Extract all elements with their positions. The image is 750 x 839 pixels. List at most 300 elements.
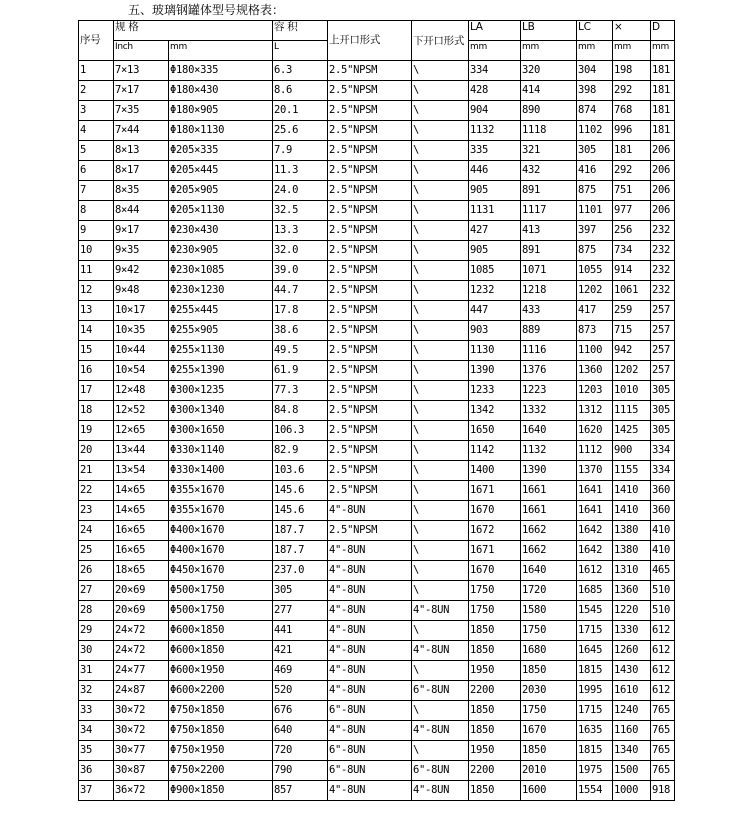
cell-spec-inch: 8×17: [114, 161, 169, 181]
table-row: [79, 641, 675, 661]
cell-la: 1850: [469, 641, 521, 661]
cell-d: 305: [651, 421, 675, 441]
cell-la: 1142: [469, 441, 521, 461]
cell-spec-inch: 18×65: [114, 561, 169, 581]
cell-top-opening: 2.5"NPSM: [328, 101, 412, 121]
cell-top-opening: 2.5"NPSM: [328, 341, 412, 361]
cell-volume: 44.7: [273, 281, 328, 301]
cell-la: 905: [469, 181, 521, 201]
cell-d: 232: [651, 261, 675, 281]
cell-volume: 17.8: [273, 301, 328, 321]
cell-top-opening: 4"-8UN: [328, 601, 412, 621]
cell-volume: 38.6: [273, 321, 328, 341]
cell-lb: 891: [521, 181, 577, 201]
cell-seq: 25: [79, 541, 114, 561]
cell-spec-inch: 13×44: [114, 441, 169, 461]
cell-volume: 145.6: [273, 501, 328, 521]
cell-volume: 857: [273, 781, 328, 801]
header-x-unit: mm: [613, 41, 651, 61]
cell-la: 447: [469, 301, 521, 321]
cell-la: 1670: [469, 501, 521, 521]
cell-top-opening: 2.5"NPSM: [328, 421, 412, 441]
cell-la: 1850: [469, 621, 521, 641]
cell-d: 465: [651, 561, 675, 581]
cell-lb: 890: [521, 101, 577, 121]
cell-spec-inch: 14×65: [114, 481, 169, 501]
cell-seq: 14: [79, 321, 114, 341]
cell-x: 1425: [613, 421, 651, 441]
cell-d: 181: [651, 81, 675, 101]
cell-lb: 1132: [521, 441, 577, 461]
cell-spec-mm: Φ330×1400: [169, 461, 273, 481]
cell-la: 903: [469, 321, 521, 341]
cell-lb: 889: [521, 321, 577, 341]
cell-d: 612: [651, 681, 675, 701]
cell-lb: 432: [521, 161, 577, 181]
cell-lb: 1720: [521, 581, 577, 601]
cell-d: 765: [651, 701, 675, 721]
cell-d: 765: [651, 761, 675, 781]
cell-top-opening: 6"-8UN: [328, 741, 412, 761]
cell-x: 1380: [613, 521, 651, 541]
cell-d: 305: [651, 401, 675, 421]
table-row: [79, 401, 675, 421]
cell-spec-inch: 8×44: [114, 201, 169, 221]
cell-la: 1130: [469, 341, 521, 361]
cell-d: 334: [651, 441, 675, 461]
cell-lb: 1680: [521, 641, 577, 661]
cell-d: 206: [651, 181, 675, 201]
cell-volume: 145.6: [273, 481, 328, 501]
cell-x: 768: [613, 101, 651, 121]
cell-seq: 7: [79, 181, 114, 201]
cell-seq: 4: [79, 121, 114, 141]
cell-spec-mm: Φ255×1390: [169, 361, 273, 381]
cell-bottom-opening: \: [412, 481, 469, 501]
cell-lc: 417: [577, 301, 613, 321]
cell-spec-mm: Φ300×1235: [169, 381, 273, 401]
cell-spec-inch: 9×17: [114, 221, 169, 241]
cell-lc: 1620: [577, 421, 613, 441]
cell-volume: 790: [273, 761, 328, 781]
cell-lb: 1218: [521, 281, 577, 301]
cell-spec-mm: Φ255×445: [169, 301, 273, 321]
cell-top-opening: 4"-8UN: [328, 721, 412, 741]
cell-la: 1950: [469, 741, 521, 761]
cell-bottom-opening: 6"-8UN: [412, 761, 469, 781]
cell-spec-mm: Φ450×1670: [169, 561, 273, 581]
cell-d: 510: [651, 581, 675, 601]
cell-spec-mm: Φ230×430: [169, 221, 273, 241]
cell-lc: 873: [577, 321, 613, 341]
cell-spec-mm: Φ205×445: [169, 161, 273, 181]
table-row: [79, 381, 675, 401]
cell-bottom-opening: \: [412, 221, 469, 241]
cell-bottom-opening: \: [412, 101, 469, 121]
cell-lc: 1554: [577, 781, 613, 801]
header-lc-unit: mm: [577, 41, 613, 61]
cell-d: 181: [651, 101, 675, 121]
cell-spec-inch: 9×42: [114, 261, 169, 281]
cell-x: 181: [613, 141, 651, 161]
cell-lc: 1815: [577, 741, 613, 761]
cell-lb: 1750: [521, 701, 577, 721]
cell-la: 1232: [469, 281, 521, 301]
cell-spec-inch: 7×35: [114, 101, 169, 121]
cell-spec-inch: 13×54: [114, 461, 169, 481]
cell-d: 206: [651, 161, 675, 181]
cell-bottom-opening: 4"-8UN: [412, 721, 469, 741]
cell-lc: 1641: [577, 501, 613, 521]
cell-la: 428: [469, 81, 521, 101]
cell-x: 1360: [613, 581, 651, 601]
cell-bottom-opening: \: [412, 61, 469, 81]
cell-x: 1380: [613, 541, 651, 561]
header-top-opening: 上开口形式: [328, 21, 412, 61]
cell-spec-inch: 16×65: [114, 541, 169, 561]
table-row: [79, 781, 675, 801]
cell-spec-mm: Φ180×430: [169, 81, 273, 101]
cell-lc: 1612: [577, 561, 613, 581]
cell-lb: 1662: [521, 541, 577, 561]
cell-bottom-opening: 4"-8UN: [412, 781, 469, 801]
cell-x: 977: [613, 201, 651, 221]
cell-volume: 520: [273, 681, 328, 701]
cell-volume: 20.1: [273, 101, 328, 121]
cell-spec-inch: 9×35: [114, 241, 169, 261]
table-row: [79, 301, 675, 321]
cell-d: 510: [651, 601, 675, 621]
cell-d: 765: [651, 721, 675, 741]
cell-seq: 12: [79, 281, 114, 301]
cell-seq: 37: [79, 781, 114, 801]
cell-lc: 305: [577, 141, 613, 161]
cell-la: 1671: [469, 541, 521, 561]
cell-spec-inch: 10×54: [114, 361, 169, 381]
cell-top-opening: 2.5"NPSM: [328, 121, 412, 141]
cell-spec-mm: Φ255×1130: [169, 341, 273, 361]
cell-volume: 32.5: [273, 201, 328, 221]
cell-x: 1330: [613, 621, 651, 641]
cell-top-opening: 2.5"NPSM: [328, 141, 412, 161]
cell-lb: 1661: [521, 481, 577, 501]
cell-la: 1672: [469, 521, 521, 541]
cell-lb: 2030: [521, 681, 577, 701]
cell-volume: 25.6: [273, 121, 328, 141]
cell-x: 1430: [613, 661, 651, 681]
cell-bottom-opening: \: [412, 181, 469, 201]
cell-seq: 16: [79, 361, 114, 381]
cell-d: 257: [651, 361, 675, 381]
cell-spec-mm: Φ900×1850: [169, 781, 273, 801]
cell-lb: 1071: [521, 261, 577, 281]
cell-la: 2200: [469, 761, 521, 781]
cell-bottom-opening: \: [412, 301, 469, 321]
cell-top-opening: 6"-8UN: [328, 761, 412, 781]
cell-lb: 1390: [521, 461, 577, 481]
cell-la: 1400: [469, 461, 521, 481]
cell-spec-inch: 8×13: [114, 141, 169, 161]
cell-d: 410: [651, 521, 675, 541]
table-row: [79, 281, 675, 301]
cell-seq: 24: [79, 521, 114, 541]
cell-seq: 32: [79, 681, 114, 701]
cell-d: 360: [651, 501, 675, 521]
cell-d: 232: [651, 281, 675, 301]
cell-top-opening: 2.5"NPSM: [328, 241, 412, 261]
cell-spec-inch: 30×72: [114, 721, 169, 741]
cell-d: 612: [651, 621, 675, 641]
cell-spec-inch: 12×65: [114, 421, 169, 441]
cell-volume: 421: [273, 641, 328, 661]
table-row: [79, 161, 675, 181]
cell-top-opening: 4"-8UN: [328, 561, 412, 581]
cell-la: 1670: [469, 561, 521, 581]
cell-seq: 6: [79, 161, 114, 181]
cell-bottom-opening: \: [412, 81, 469, 101]
cell-top-opening: 4"-8UN: [328, 621, 412, 641]
cell-spec-inch: 7×13: [114, 61, 169, 81]
cell-x: 996: [613, 121, 651, 141]
cell-spec-mm: Φ255×905: [169, 321, 273, 341]
cell-bottom-opening: \: [412, 401, 469, 421]
cell-d: 232: [651, 221, 675, 241]
cell-la: 1085: [469, 261, 521, 281]
cell-top-opening: 2.5"NPSM: [328, 321, 412, 341]
cell-volume: 305: [273, 581, 328, 601]
cell-la: 446: [469, 161, 521, 181]
cell-top-opening: 2.5"NPSM: [328, 221, 412, 241]
cell-top-opening: 4"-8UN: [328, 541, 412, 561]
cell-bottom-opening: \: [412, 161, 469, 181]
cell-seq: 3: [79, 101, 114, 121]
cell-d: 181: [651, 61, 675, 81]
table-row: [79, 261, 675, 281]
cell-x: 1240: [613, 701, 651, 721]
cell-lc: 1635: [577, 721, 613, 741]
cell-lb: 1662: [521, 521, 577, 541]
cell-top-opening: 2.5"NPSM: [328, 441, 412, 461]
cell-spec-mm: Φ205×905: [169, 181, 273, 201]
cell-x: 1115: [613, 401, 651, 421]
cell-seq: 5: [79, 141, 114, 161]
cell-spec-mm: Φ300×1340: [169, 401, 273, 421]
cell-lc: 1112: [577, 441, 613, 461]
cell-la: 1850: [469, 721, 521, 741]
cell-lc: 1202: [577, 281, 613, 301]
cell-d: 232: [651, 241, 675, 261]
cell-top-opening: 2.5"NPSM: [328, 481, 412, 501]
cell-volume: 676: [273, 701, 328, 721]
table-row: [79, 221, 675, 241]
cell-seq: 31: [79, 661, 114, 681]
cell-bottom-opening: \: [412, 701, 469, 721]
cell-lc: 1101: [577, 201, 613, 221]
cell-spec-inch: 24×72: [114, 641, 169, 661]
page-title: 五、玻璃钢罐体型号规格表：: [128, 3, 285, 17]
cell-lc: 1815: [577, 661, 613, 681]
table-row: [79, 661, 675, 681]
cell-d: 206: [651, 201, 675, 221]
cell-seq: 26: [79, 561, 114, 581]
table-row: [79, 341, 675, 361]
cell-spec-inch: 30×87: [114, 761, 169, 781]
cell-seq: 34: [79, 721, 114, 741]
cell-x: 734: [613, 241, 651, 261]
cell-la: 335: [469, 141, 521, 161]
header-spec: 规 格: [114, 21, 273, 41]
cell-lb: 1640: [521, 561, 577, 581]
cell-bottom-opening: \: [412, 501, 469, 521]
cell-lc: 1715: [577, 701, 613, 721]
cell-bottom-opening: \: [412, 421, 469, 441]
cell-x: 942: [613, 341, 651, 361]
cell-d: 612: [651, 641, 675, 661]
cell-seq: 10: [79, 241, 114, 261]
cell-seq: 9: [79, 221, 114, 241]
cell-volume: 24.0: [273, 181, 328, 201]
cell-spec-inch: 16×65: [114, 521, 169, 541]
cell-x: 1410: [613, 481, 651, 501]
cell-top-opening: 2.5"NPSM: [328, 461, 412, 481]
cell-la: 1850: [469, 701, 521, 721]
cell-lc: 875: [577, 241, 613, 261]
table-row: [79, 361, 675, 381]
cell-seq: 15: [79, 341, 114, 361]
cell-bottom-opening: \: [412, 661, 469, 681]
cell-spec-mm: Φ500×1750: [169, 601, 273, 621]
cell-lc: 1545: [577, 601, 613, 621]
cell-x: 292: [613, 81, 651, 101]
cell-x: 1160: [613, 721, 651, 741]
cell-lb: 1117: [521, 201, 577, 221]
cell-la: 427: [469, 221, 521, 241]
cell-volume: 84.8: [273, 401, 328, 421]
cell-lc: 397: [577, 221, 613, 241]
cell-x: 1220: [613, 601, 651, 621]
table-row: [79, 541, 675, 561]
header-volume-unit: L: [273, 41, 328, 61]
cell-la: 2200: [469, 681, 521, 701]
cell-volume: 77.3: [273, 381, 328, 401]
cell-lb: 414: [521, 81, 577, 101]
cell-spec-mm: Φ230×1085: [169, 261, 273, 281]
cell-lc: 1995: [577, 681, 613, 701]
cell-bottom-opening: \: [412, 141, 469, 161]
cell-d: 765: [651, 741, 675, 761]
cell-spec-mm: Φ230×905: [169, 241, 273, 261]
table-row: [79, 461, 675, 481]
cell-top-opening: 4"-8UN: [328, 681, 412, 701]
cell-x: 1310: [613, 561, 651, 581]
table-row: [79, 241, 675, 261]
cell-spec-mm: Φ205×335: [169, 141, 273, 161]
cell-x: 1500: [613, 761, 651, 781]
cell-seq: 30: [79, 641, 114, 661]
cell-volume: 13.3: [273, 221, 328, 241]
cell-lc: 398: [577, 81, 613, 101]
cell-lb: 1850: [521, 661, 577, 681]
table-row: [79, 81, 675, 101]
cell-lc: 1685: [577, 581, 613, 601]
cell-spec-mm: Φ300×1650: [169, 421, 273, 441]
table-row: [79, 621, 675, 641]
cell-spec-mm: Φ750×1850: [169, 721, 273, 741]
cell-la: 1390: [469, 361, 521, 381]
cell-spec-inch: 24×87: [114, 681, 169, 701]
cell-bottom-opening: 4"-8UN: [412, 641, 469, 661]
cell-spec-mm: Φ400×1670: [169, 521, 273, 541]
cell-lc: 1360: [577, 361, 613, 381]
cell-volume: 640: [273, 721, 328, 741]
cell-spec-mm: Φ180×1130: [169, 121, 273, 141]
cell-lc: 1715: [577, 621, 613, 641]
cell-volume: 720: [273, 741, 328, 761]
table-row: [79, 141, 675, 161]
cell-lb: 1580: [521, 601, 577, 621]
cell-top-opening: 2.5"NPSM: [328, 81, 412, 101]
cell-top-opening: 2.5"NPSM: [328, 181, 412, 201]
cell-bottom-opening: \: [412, 201, 469, 221]
cell-lc: 416: [577, 161, 613, 181]
cell-volume: 39.0: [273, 261, 328, 281]
cell-x: 256: [613, 221, 651, 241]
cell-seq: 13: [79, 301, 114, 321]
cell-lb: 891: [521, 241, 577, 261]
cell-lb: 320: [521, 61, 577, 81]
cell-la: 1750: [469, 601, 521, 621]
cell-volume: 32.0: [273, 241, 328, 261]
cell-lc: 1642: [577, 521, 613, 541]
cell-lc: 304: [577, 61, 613, 81]
cell-x: 751: [613, 181, 651, 201]
header-volume: 容 积: [273, 21, 328, 41]
cell-lb: 1376: [521, 361, 577, 381]
header-spec-mm: mm: [169, 41, 273, 61]
cell-seq: 29: [79, 621, 114, 641]
header-seq: 序号: [79, 21, 114, 61]
cell-seq: 21: [79, 461, 114, 481]
header-row: [79, 21, 675, 41]
cell-la: 1750: [469, 581, 521, 601]
cell-spec-inch: 7×17: [114, 81, 169, 101]
table-row: [79, 421, 675, 441]
header-lb-unit: mm: [521, 41, 577, 61]
cell-lc: 1312: [577, 401, 613, 421]
cell-x: 1410: [613, 501, 651, 521]
table-row: [79, 741, 675, 761]
cell-bottom-opening: \: [412, 241, 469, 261]
cell-spec-mm: Φ600×1850: [169, 621, 273, 641]
cell-spec-mm: Φ400×1670: [169, 541, 273, 561]
cell-la: 905: [469, 241, 521, 261]
cell-volume: 11.3: [273, 161, 328, 181]
cell-volume: 106.3: [273, 421, 328, 441]
cell-x: 1610: [613, 681, 651, 701]
cell-spec-mm: Φ750×1950: [169, 741, 273, 761]
cell-spec-mm: Φ330×1140: [169, 441, 273, 461]
cell-top-opening: 2.5"NPSM: [328, 301, 412, 321]
cell-top-opening: 2.5"NPSM: [328, 61, 412, 81]
cell-spec-inch: 10×44: [114, 341, 169, 361]
cell-la: 1132: [469, 121, 521, 141]
cell-lb: 1661: [521, 501, 577, 521]
cell-d: 206: [651, 141, 675, 161]
cell-volume: 61.9: [273, 361, 328, 381]
cell-seq: 11: [79, 261, 114, 281]
cell-bottom-opening: \: [412, 461, 469, 481]
cell-volume: 187.7: [273, 541, 328, 561]
